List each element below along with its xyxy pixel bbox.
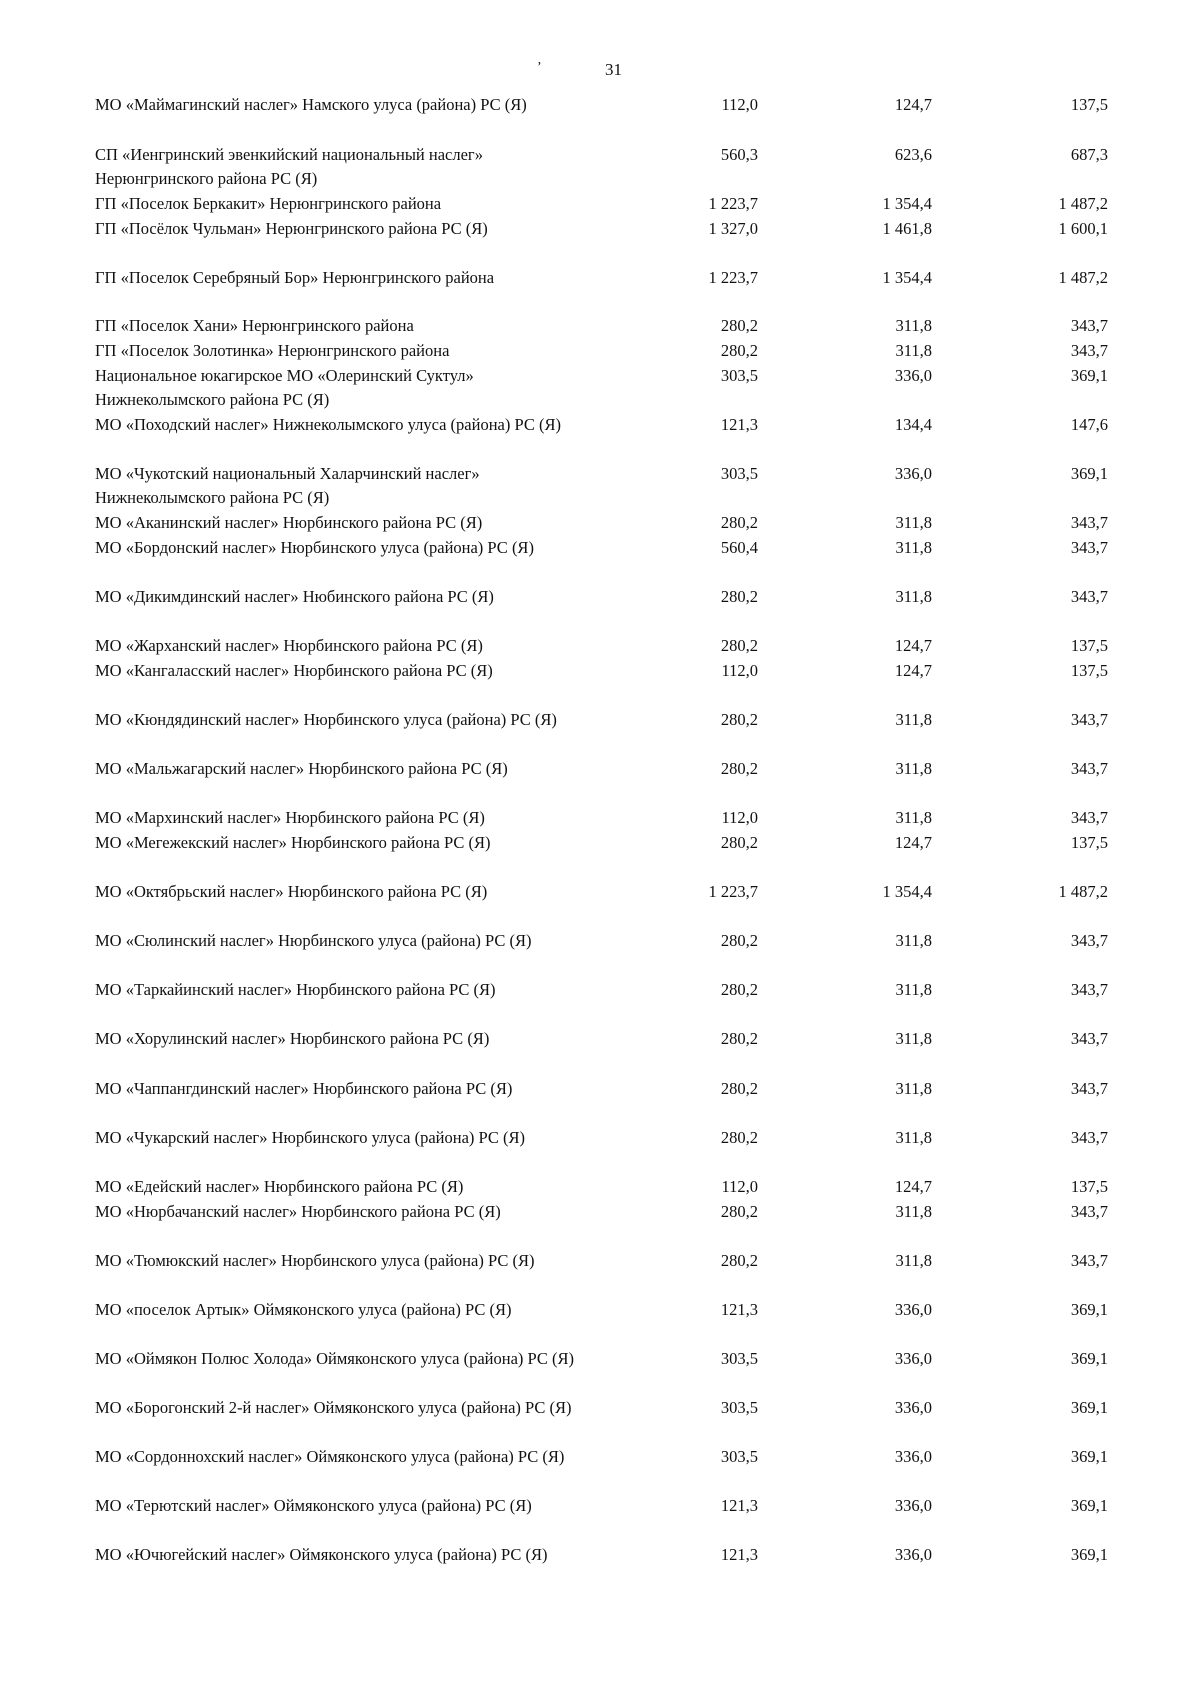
row-name-cell: МО «Октябрьский наслег» Нюрбинского района РС (Я) [95, 882, 488, 901]
value-cell-3: 1 487,2 [1058, 194, 1108, 213]
value-cell-1: 560,3 [720, 145, 758, 164]
row-name-cell: МО «Ючюгейский наслег» Оймяконского улуса (района) РС (Я) [95, 1545, 548, 1564]
value-cell-1: 280,2 [720, 1128, 758, 1147]
row-name-cell: ГП «Поселок Серебряный Бор» Нерюнгринского района [95, 268, 495, 287]
value-cell-1: 280,2 [720, 1251, 758, 1270]
value-cell-1: 280,2 [720, 587, 758, 606]
value-cell-2: 311,8 [895, 1029, 932, 1048]
value-cell-1: 1 327,0 [708, 219, 758, 238]
value-cell-1: 303,5 [720, 1398, 758, 1417]
value-cell-1: 303,5 [720, 366, 758, 385]
value-cell-3: 343,7 [1070, 710, 1108, 729]
row-name-cell: МО «Бордонский наслег» Нюрбинского улуса (района) РС (Я) [95, 538, 534, 557]
value-cell-2: 311,8 [895, 513, 932, 532]
value-cell-2: 311,8 [895, 1128, 932, 1147]
value-cell-1: 280,2 [720, 980, 758, 999]
row-name-cell: МО «Сордоннохский наслег» Оймяконского улуса (района) РС (Я) [95, 1447, 565, 1466]
value-cell-1: 280,2 [720, 1079, 758, 1098]
value-cell-3: 343,7 [1070, 931, 1108, 950]
value-cell-3: 1 600,1 [1058, 219, 1108, 238]
row-name-cell: МО «поселок Артык» Оймяконского улуса (района) РС (Я) [95, 1300, 512, 1319]
value-cell-2: 124,7 [894, 833, 932, 852]
row-name-cell: МО «Дикимдинский наслег» Нюбинского района РС (Я) [95, 587, 494, 606]
value-cell-2: 311,8 [895, 1251, 932, 1270]
value-cell-3: 369,1 [1070, 464, 1108, 483]
row-name-cell: СП «Иенгринский эвенкийский национальный наслег» Нерюнгринского района РС (Я) [95, 145, 483, 188]
value-cell-3: 343,7 [1070, 980, 1108, 999]
value-cell-3: 137,5 [1070, 661, 1108, 680]
row-name-cell: МО «Мальжагарский наслег» Нюрбинского района РС (Я) [95, 759, 508, 778]
value-cell-3: 137,5 [1070, 95, 1108, 114]
row-name-cell: МО «Мархинский наслег» Нюрбинского района РС (Я) [95, 808, 485, 827]
value-cell-1: 121,3 [720, 1545, 758, 1564]
value-cell-3: 343,7 [1070, 341, 1108, 360]
row-name-cell: МО «Кангаласский наслег» Нюрбинского района РС (Я) [95, 661, 493, 680]
value-cell-2: 124,7 [894, 95, 932, 114]
value-cell-1: 280,2 [720, 1202, 758, 1221]
row-name-cell: МО «Чукотский национальный Халарчинский наслег» Нижнеколымского района РС (Я) [95, 464, 480, 507]
value-cell-2: 311,8 [895, 316, 932, 335]
row-name-cell: МО «Едейский наслег» Нюрбинского района РС (Я) [95, 1177, 464, 1196]
value-cell-3: 369,1 [1070, 1300, 1108, 1319]
row-name-cell: МО «Аканинский наслег» Нюрбинского района РС (Я) [95, 513, 483, 532]
value-cell-2: 124,7 [894, 1177, 932, 1196]
scan-mark: ’ [537, 60, 542, 75]
row-name-cell: ГП «Посёлок Чульман» Нерюнгринского района РС (Я) [95, 219, 488, 238]
value-cell-2: 311,8 [895, 980, 932, 999]
value-cell-1: 303,5 [720, 1447, 758, 1466]
value-cell-2: 311,8 [895, 759, 932, 778]
value-cell-1: 280,2 [720, 341, 758, 360]
value-cell-2: 336,0 [894, 1545, 932, 1564]
value-cell-1: 1 223,7 [708, 194, 758, 213]
value-cell-1: 121,3 [720, 1300, 758, 1319]
value-cell-2: 1 354,4 [882, 194, 932, 213]
value-cell-2: 311,8 [895, 538, 932, 557]
value-cell-3: 1 487,2 [1058, 882, 1108, 901]
row-name-cell: МО «Мегежекский наслег» Нюрбинского района РС (Я) [95, 833, 491, 852]
row-name-cell: МО «Походский наслег» Нижнеколымского улуса (района) РС (Я) [95, 415, 561, 434]
value-cell-1: 280,2 [720, 833, 758, 852]
row-name-cell: МО «Чаппангдинский наслег» Нюрбинского района РС (Я) [95, 1079, 513, 1098]
value-cell-1: 112,0 [721, 661, 758, 680]
value-cell-3: 343,7 [1070, 808, 1108, 827]
row-name-cell: ГП «Поселок Хани» Нерюнгринского района [95, 316, 414, 335]
value-cell-3: 137,5 [1070, 1177, 1108, 1196]
value-cell-2: 124,7 [894, 636, 932, 655]
value-cell-2: 1 354,4 [882, 882, 932, 901]
value-cell-1: 121,3 [720, 415, 758, 434]
value-cell-1: 121,3 [720, 1496, 758, 1515]
value-cell-1: 112,0 [721, 1177, 758, 1196]
value-cell-2: 1 461,8 [882, 219, 932, 238]
value-cell-1: 280,2 [720, 636, 758, 655]
value-cell-3: 137,5 [1070, 833, 1108, 852]
value-cell-3: 369,1 [1070, 1447, 1108, 1466]
row-name-cell: МО «Тюмюкский наслег» Нюрбинского улуса (района) РС (Я) [95, 1251, 535, 1270]
value-cell-2: 311,8 [895, 1202, 932, 1221]
row-name-cell: МО «Жарханский наслег» Нюрбинского района РС (Я) [95, 636, 483, 655]
value-cell-1: 280,2 [720, 759, 758, 778]
value-cell-1: 112,0 [721, 808, 758, 827]
value-cell-2: 311,8 [895, 710, 932, 729]
row-name-cell: Национальное юкагирское МО «Олеринский Суктул» Нижнеколымского района РС (Я) [95, 366, 474, 409]
value-cell-2: 336,0 [894, 464, 932, 483]
value-cell-2: 311,8 [895, 808, 932, 827]
value-cell-3: 343,7 [1070, 513, 1108, 532]
row-name-cell: МО «Сюлинский наслег» Нюрбинского улуса (района) РС (Я) [95, 931, 532, 950]
value-cell-3: 343,7 [1070, 1079, 1108, 1098]
value-cell-3: 369,1 [1070, 1349, 1108, 1368]
value-cell-1: 303,5 [720, 1349, 758, 1368]
value-cell-3: 369,1 [1070, 1496, 1108, 1515]
value-cell-2: 623,6 [894, 145, 932, 164]
value-cell-3: 137,5 [1070, 636, 1108, 655]
value-cell-2: 311,8 [895, 341, 932, 360]
value-cell-3: 343,7 [1070, 1029, 1108, 1048]
value-cell-1: 1 223,7 [708, 882, 758, 901]
row-name-cell: МО «Кюндядинский наслег» Нюрбинского улуса (района) РС (Я) [95, 710, 557, 729]
value-cell-1: 560,4 [720, 538, 758, 557]
value-cell-1: 112,0 [721, 95, 758, 114]
row-name-cell: ГП «Поселок Беркакит» Нерюнгринского района [95, 194, 442, 213]
value-cell-3: 343,7 [1070, 1128, 1108, 1147]
row-name-cell: МО «Таркайинский наслег» Нюрбинского района РС (Я) [95, 980, 496, 999]
value-cell-2: 336,0 [894, 366, 932, 385]
value-cell-1: 280,2 [720, 710, 758, 729]
value-cell-3: 343,7 [1070, 1251, 1108, 1270]
value-cell-3: 369,1 [1070, 1545, 1108, 1564]
value-cell-2: 336,0 [894, 1496, 932, 1515]
value-cell-3: 343,7 [1070, 759, 1108, 778]
value-cell-2: 311,8 [895, 931, 932, 950]
value-cell-2: 336,0 [894, 1398, 932, 1417]
value-cell-2: 336,0 [894, 1447, 932, 1466]
row-name-cell: ГП «Поселок Золотинка» Нерюнгринского района [95, 341, 450, 360]
value-cell-3: 369,1 [1070, 1398, 1108, 1417]
row-name-cell: МО «Маймагинский наслег» Намского улуса (района) РС (Я) [95, 95, 527, 114]
page-number: 31 [605, 60, 622, 79]
value-cell-3: 343,7 [1070, 587, 1108, 606]
value-cell-1: 303,5 [720, 464, 758, 483]
value-cell-1: 280,2 [720, 931, 758, 950]
value-cell-1: 280,2 [720, 1029, 758, 1048]
value-cell-3: 147,6 [1070, 415, 1108, 434]
row-name-cell: МО «Нюрбачанский наслег» Нюрбинского района РС (Я) [95, 1202, 501, 1221]
value-cell-3: 343,7 [1070, 316, 1108, 335]
value-cell-2: 311,8 [895, 587, 932, 606]
value-cell-1: 1 223,7 [708, 268, 758, 287]
row-name-cell: МО «Хорулинский наслег» Нюрбинского района РС (Я) [95, 1029, 490, 1048]
row-name-cell: МО «Чукарский наслег» Нюрбинского улуса (района) РС (Я) [95, 1128, 526, 1147]
value-cell-3: 1 487,2 [1058, 268, 1108, 287]
row-name-cell: МО «Терютский наслег» Оймяконского улуса (района) РС (Я) [95, 1496, 532, 1515]
value-cell-2: 134,4 [894, 415, 932, 434]
value-cell-3: 343,7 [1070, 1202, 1108, 1221]
value-cell-2: 336,0 [894, 1349, 932, 1368]
value-cell-3: 369,1 [1070, 366, 1108, 385]
value-cell-2: 1 354,4 [882, 268, 932, 287]
value-cell-1: 280,2 [720, 513, 758, 532]
value-cell-3: 687,3 [1070, 145, 1108, 164]
value-cell-1: 280,2 [720, 316, 758, 335]
row-name-cell: МО «Борогонский 2-й наслег» Оймяконского улуса (района) РС (Я) [95, 1398, 572, 1417]
value-cell-3: 343,7 [1070, 538, 1108, 557]
row-name-cell: МО «Оймякон Полюс Холода» Оймяконского улуса (района) РС (Я) [95, 1349, 575, 1368]
value-cell-2: 124,7 [894, 661, 932, 680]
value-cell-2: 336,0 [894, 1300, 932, 1319]
value-cell-2: 311,8 [895, 1079, 932, 1098]
